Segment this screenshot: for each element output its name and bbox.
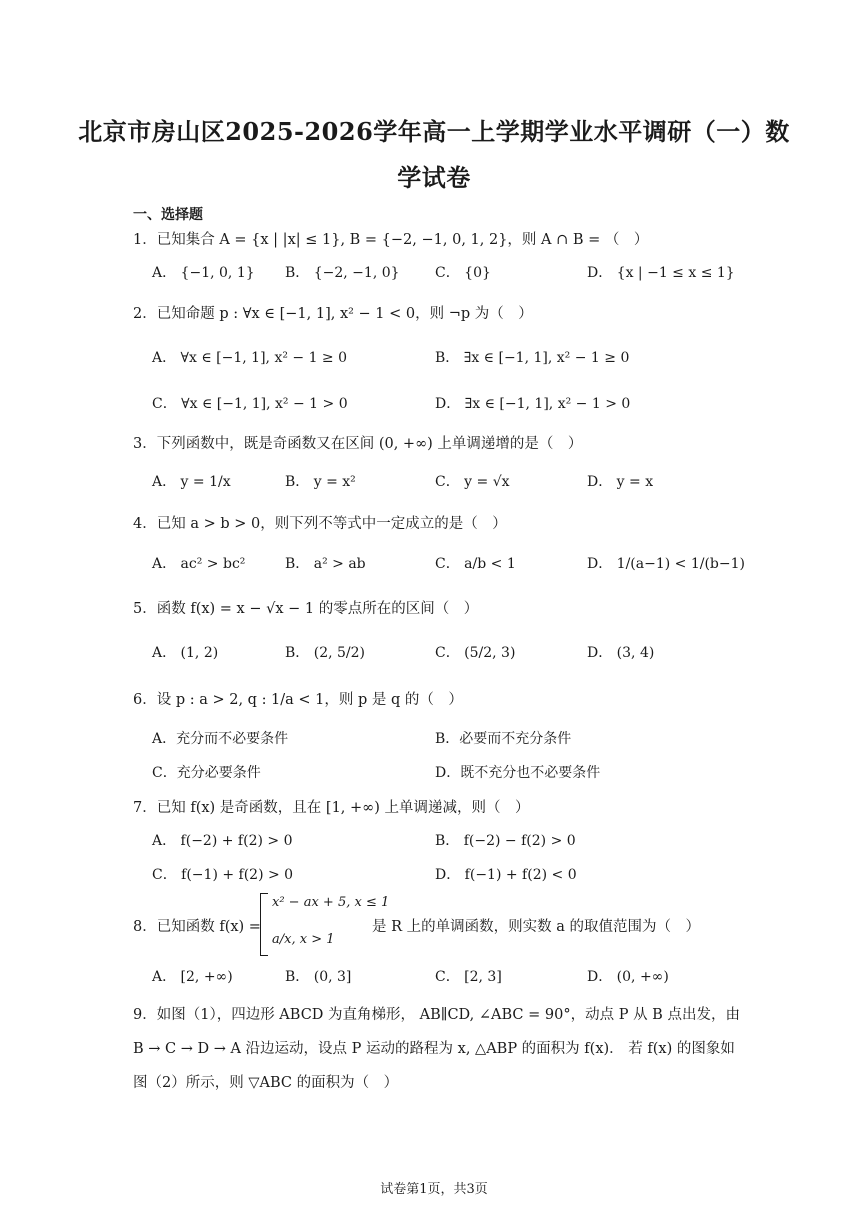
question-2-stem: 2．已知命题 p : ∀x ∈ [−1, 1], x² − 1 < 0，则 ¬p 为（ ）: [133, 306, 533, 322]
exam-title-line1: 北京市房山区2025-2026学年高一上学期学业水平调研（一）数: [78, 117, 790, 146]
question-8-stem-suffix: 是 R 上的单调函数，则实数 a 的取值范围为（ ）: [372, 919, 700, 935]
question-5-option-c[interactable]: C． (5/2, 3): [435, 645, 516, 661]
question-2-option-a[interactable]: A． ∀x ∈ [−1, 1], x² − 1 ≥ 0: [152, 350, 348, 366]
exam-title-line2: 学试卷: [397, 163, 471, 192]
question-6-stem: 6．设 p : a > 2, q : 1/a < 1，则 p 是 q 的（ ）: [133, 692, 463, 708]
question-1-option-d[interactable]: D． {x | −1 ≤ x ≤ 1}: [587, 265, 735, 281]
question-8-piece-1: x² − ax + 5, x ≤ 1: [272, 895, 390, 910]
piecewise-brace-bottom: [260, 955, 268, 956]
question-6-option-d[interactable]: D．既不充分也不必要条件: [435, 765, 601, 781]
question-9-line-2: B → C → D → A 沿边运动，设点 P 运动的路程为 x, △ABP 的面积为 f(x)． 若 f(x) 的图象如: [133, 1041, 735, 1057]
question-8-option-a[interactable]: A． [2, +∞): [152, 969, 233, 985]
question-5-option-b[interactable]: B． (2, 5/2): [285, 645, 366, 661]
question-7-stem: 7．已知 f(x) 是奇函数，且在 [1, +∞) 上单调递减，则（ ）: [133, 800, 530, 816]
question-3-option-b[interactable]: B． y = x²: [285, 474, 356, 490]
question-8-piece-2: a/x, x > 1: [272, 932, 335, 947]
section-heading: 一、选择题: [133, 207, 203, 223]
question-8-stem-prefix: 8．已知函数 f(x) =: [133, 919, 261, 935]
question-3-option-a[interactable]: A． y = 1/x: [152, 474, 231, 490]
piecewise-brace-top: [260, 893, 268, 894]
question-3-option-c[interactable]: C． y = √x: [435, 474, 510, 490]
question-2-option-c[interactable]: C． ∀x ∈ [−1, 1], x² − 1 > 0: [152, 396, 348, 412]
question-3-option-d[interactable]: D． y = x: [587, 474, 654, 490]
question-4-option-a[interactable]: A． ac² > bc²: [152, 556, 246, 572]
question-3-stem: 3．下列函数中，既是奇函数又在区间 (0, +∞) 上单调递增的是（ ）: [133, 436, 583, 452]
question-1-stem: 1．已知集合 A = {x | |x| ≤ 1}, B = {−2, −1, 0, 1, 2}，则 A ∩ B = （ ）: [133, 232, 649, 248]
question-5-option-a[interactable]: A． (1, 2): [152, 645, 219, 661]
question-8-option-b[interactable]: B． (0, 3]: [285, 969, 352, 985]
question-9-line-3: 图（2）所示，则 ▽ABC 的面积为（ ）: [133, 1075, 399, 1091]
question-6-option-b[interactable]: B．必要而不充分条件: [435, 731, 572, 747]
question-5-stem: 5．函数 f(x) = x − √x − 1 的零点所在的区间（ ）: [133, 601, 479, 617]
piecewise-brace: [260, 893, 271, 955]
question-7-option-a[interactable]: A． f(−2) + f(2) > 0: [152, 833, 293, 849]
question-2-option-b[interactable]: B． ∃x ∈ [−1, 1], x² − 1 ≥ 0: [435, 350, 630, 366]
question-4-option-c[interactable]: C． a/b < 1: [435, 556, 516, 572]
question-2-option-d[interactable]: D． ∃x ∈ [−1, 1], x² − 1 > 0: [435, 396, 631, 412]
question-4-option-b[interactable]: B． a² > ab: [285, 556, 366, 572]
question-7-option-c[interactable]: C． f(−1) + f(2) > 0: [152, 867, 294, 883]
question-7-option-d[interactable]: D． f(−1) + f(2) < 0: [435, 867, 577, 883]
question-1-option-c[interactable]: C． {0}: [435, 265, 491, 281]
question-8-option-c[interactable]: C． [2, 3]: [435, 969, 502, 985]
question-6-option-a[interactable]: A．充分而不必要条件: [152, 731, 289, 747]
question-1-option-b[interactable]: B． {−2, −1, 0}: [285, 265, 400, 281]
page-footer: 试卷第1页，共3页: [380, 1182, 488, 1197]
question-4-option-d[interactable]: D． 1/(a−1) < 1/(b−1): [587, 556, 745, 572]
question-1-option-a[interactable]: A． {−1, 0, 1}: [152, 265, 255, 281]
question-7-option-b[interactable]: B． f(−2) − f(2) > 0: [435, 833, 576, 849]
question-8-option-d[interactable]: D． (0, +∞): [587, 969, 669, 985]
question-9-line-1: 9．如图（1），四边形 ABCD 为直角梯形， AB∥CD, ∠ABC = 90°，动点 P 从 B 点出发，由: [133, 1007, 740, 1023]
question-5-option-d[interactable]: D． (3, 4): [587, 645, 655, 661]
question-6-option-c[interactable]: C．充分必要条件: [152, 765, 261, 781]
question-4-stem: 4．已知 a > b > 0，则下列不等式中一定成立的是（ ）: [133, 516, 507, 532]
